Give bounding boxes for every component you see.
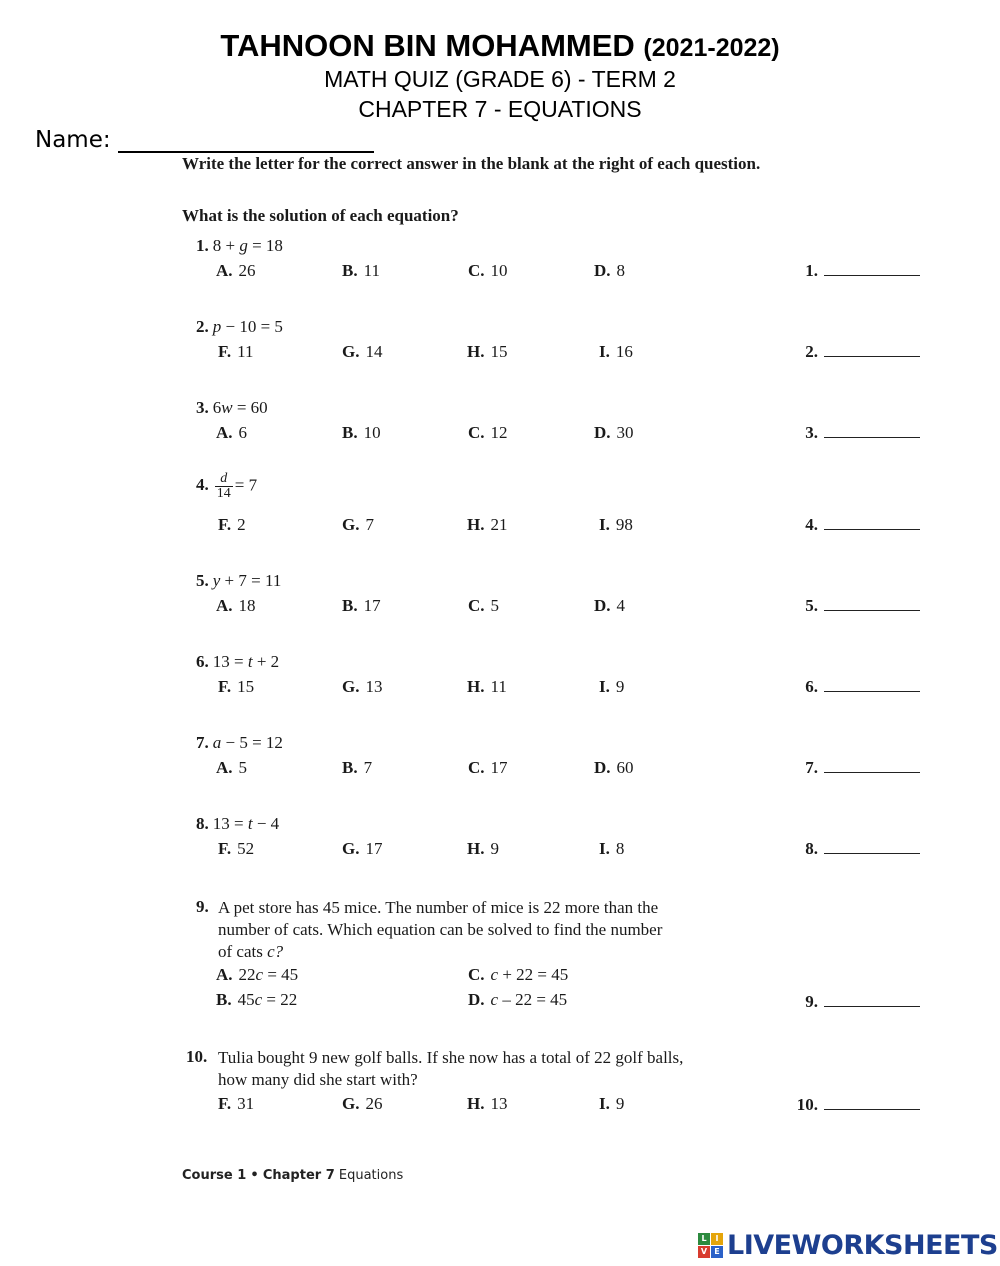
question-9	[0, 897, 1000, 1017]
answer-blank[interactable]: 8.	[780, 839, 920, 859]
question-6	[0, 652, 1000, 722]
option-b[interactable]: B. 7	[342, 758, 373, 777]
question-stem: 4. $\frac{d}{14}$ = 7	[196, 471, 258, 501]
question-5	[0, 571, 1000, 641]
fraction: $\frac{d}{14}$	[216, 471, 231, 501]
name-label: Name:	[35, 127, 111, 153]
quiz-title: MATH QUIZ (GRADE 6) - TERM 2	[324, 66, 676, 92]
logo-tile: V	[698, 1246, 710, 1258]
question-number: 9.	[196, 897, 209, 916]
answer-blank[interactable]: 4.	[780, 515, 920, 535]
option-f[interactable]: F. 52	[218, 839, 255, 858]
option-a[interactable]: A. 26	[216, 261, 256, 280]
liveworksheets-logo	[698, 1230, 998, 1260]
option-c[interactable]: C. 5	[468, 596, 500, 615]
option-a[interactable]: A. 6	[216, 423, 248, 442]
chapter-title: CHAPTER 7 - EQUATIONS	[358, 96, 642, 122]
option-d[interactable]: D. c – 22 = 45	[468, 990, 568, 1009]
option-g[interactable]: G. 26	[342, 1094, 383, 1113]
option-c[interactable]: C. 17	[468, 758, 508, 777]
option-i[interactable]: I. 9	[599, 677, 625, 696]
answer-blank[interactable]: 7.	[780, 758, 920, 778]
option-i[interactable]: I. 8	[599, 839, 625, 858]
question-stem: 2. p − 10 = 5	[196, 317, 283, 336]
option-f[interactable]: F. 2	[218, 515, 246, 534]
option-c[interactable]: C. c + 22 = 45	[468, 965, 569, 984]
option-h[interactable]: H. 13	[467, 1094, 508, 1113]
question-number: 10.	[186, 1047, 208, 1066]
option-f[interactable]: F. 15	[218, 677, 255, 696]
answer-blank[interactable]: 2.	[780, 342, 920, 362]
question-7	[0, 733, 1000, 803]
page-footer: Course 1 • Chapter 7 Equations	[182, 1168, 404, 1183]
option-b[interactable]: B. 11	[342, 261, 380, 280]
option-a[interactable]: A. 22c = 45	[216, 965, 299, 984]
liveworksheets-icon	[698, 1233, 723, 1258]
question-stem: Tulia bought 9 new golf balls. If she now has a total of 22 golf balls, how many did she start with?	[218, 1048, 684, 1089]
logo-tile: L	[698, 1233, 710, 1245]
question-stem: 7. a − 5 = 12	[196, 733, 283, 752]
question-2	[0, 317, 1000, 387]
option-b[interactable]: B. 45c = 22	[216, 990, 298, 1009]
question-stem: 8. 13 = t − 4	[196, 814, 280, 833]
question-1	[0, 236, 1000, 306]
answer-blank[interactable]: 9.	[780, 992, 920, 1012]
option-d[interactable]: D. 8	[594, 261, 626, 280]
answer-blank[interactable]: 1.	[780, 261, 920, 281]
logo-tile: I	[711, 1233, 723, 1245]
school-year: (2021-2022)	[643, 34, 780, 62]
option-i[interactable]: I. 98	[599, 515, 633, 534]
answer-blank[interactable]: 3.	[780, 423, 920, 443]
option-b[interactable]: B. 17	[342, 596, 381, 615]
option-i[interactable]: I. 9	[599, 1094, 625, 1113]
option-a[interactable]: A. 18	[216, 596, 256, 615]
option-a[interactable]: A. 5	[216, 758, 248, 777]
option-d[interactable]: D. 4	[594, 596, 626, 615]
option-h[interactable]: H. 21	[467, 515, 508, 534]
question-stem: 5. y + 7 = 11	[196, 571, 282, 590]
option-g[interactable]: G. 17	[342, 839, 383, 858]
question-stem: 3. 6w = 60	[196, 398, 268, 417]
question-10	[0, 1047, 1000, 1127]
option-c[interactable]: C. 10	[468, 261, 508, 280]
option-d[interactable]: D. 60	[594, 758, 634, 777]
option-h[interactable]: H. 11	[467, 677, 507, 696]
answer-blank[interactable]: 10.	[780, 1095, 920, 1115]
question-8	[0, 814, 1000, 884]
instructions-subtext: What is the solution of each equation?	[182, 206, 459, 225]
option-i[interactable]: I. 16	[599, 342, 633, 361]
brand-name: LIVEWORKSHEETS	[727, 1229, 998, 1261]
option-b[interactable]: B. 10	[342, 423, 381, 442]
logo-tile: E	[711, 1246, 723, 1258]
question-3	[0, 398, 1000, 468]
option-c[interactable]: C. 12	[468, 423, 508, 442]
question-stem: 6. 13 = t + 2	[196, 652, 280, 671]
answer-blank[interactable]: 6.	[780, 677, 920, 697]
option-d[interactable]: D. 30	[594, 423, 634, 442]
question-stem: A pet store has 45 mice. The number of mice is 22 more than the number of cats. Which equation can be solved to find the number of cats c?	[218, 898, 663, 961]
option-f[interactable]: F. 31	[218, 1094, 255, 1113]
option-h[interactable]: H. 9	[467, 839, 499, 858]
question-stem: 1. 8 + g = 18	[196, 236, 283, 255]
question-4	[0, 472, 1000, 542]
option-g[interactable]: G. 14	[342, 342, 383, 361]
answer-blank[interactable]: 5.	[780, 596, 920, 616]
option-h[interactable]: H. 15	[467, 342, 508, 361]
instructions-text: Write the letter for the correct answer in the blank at the right of each question.	[182, 154, 761, 173]
option-g[interactable]: G. 7	[342, 515, 374, 534]
option-f[interactable]: F. 11	[218, 342, 254, 361]
school-title: TAHNOON BIN MOHAMMED (2021-2022)	[220, 28, 780, 63]
option-g[interactable]: G. 13	[342, 677, 383, 696]
